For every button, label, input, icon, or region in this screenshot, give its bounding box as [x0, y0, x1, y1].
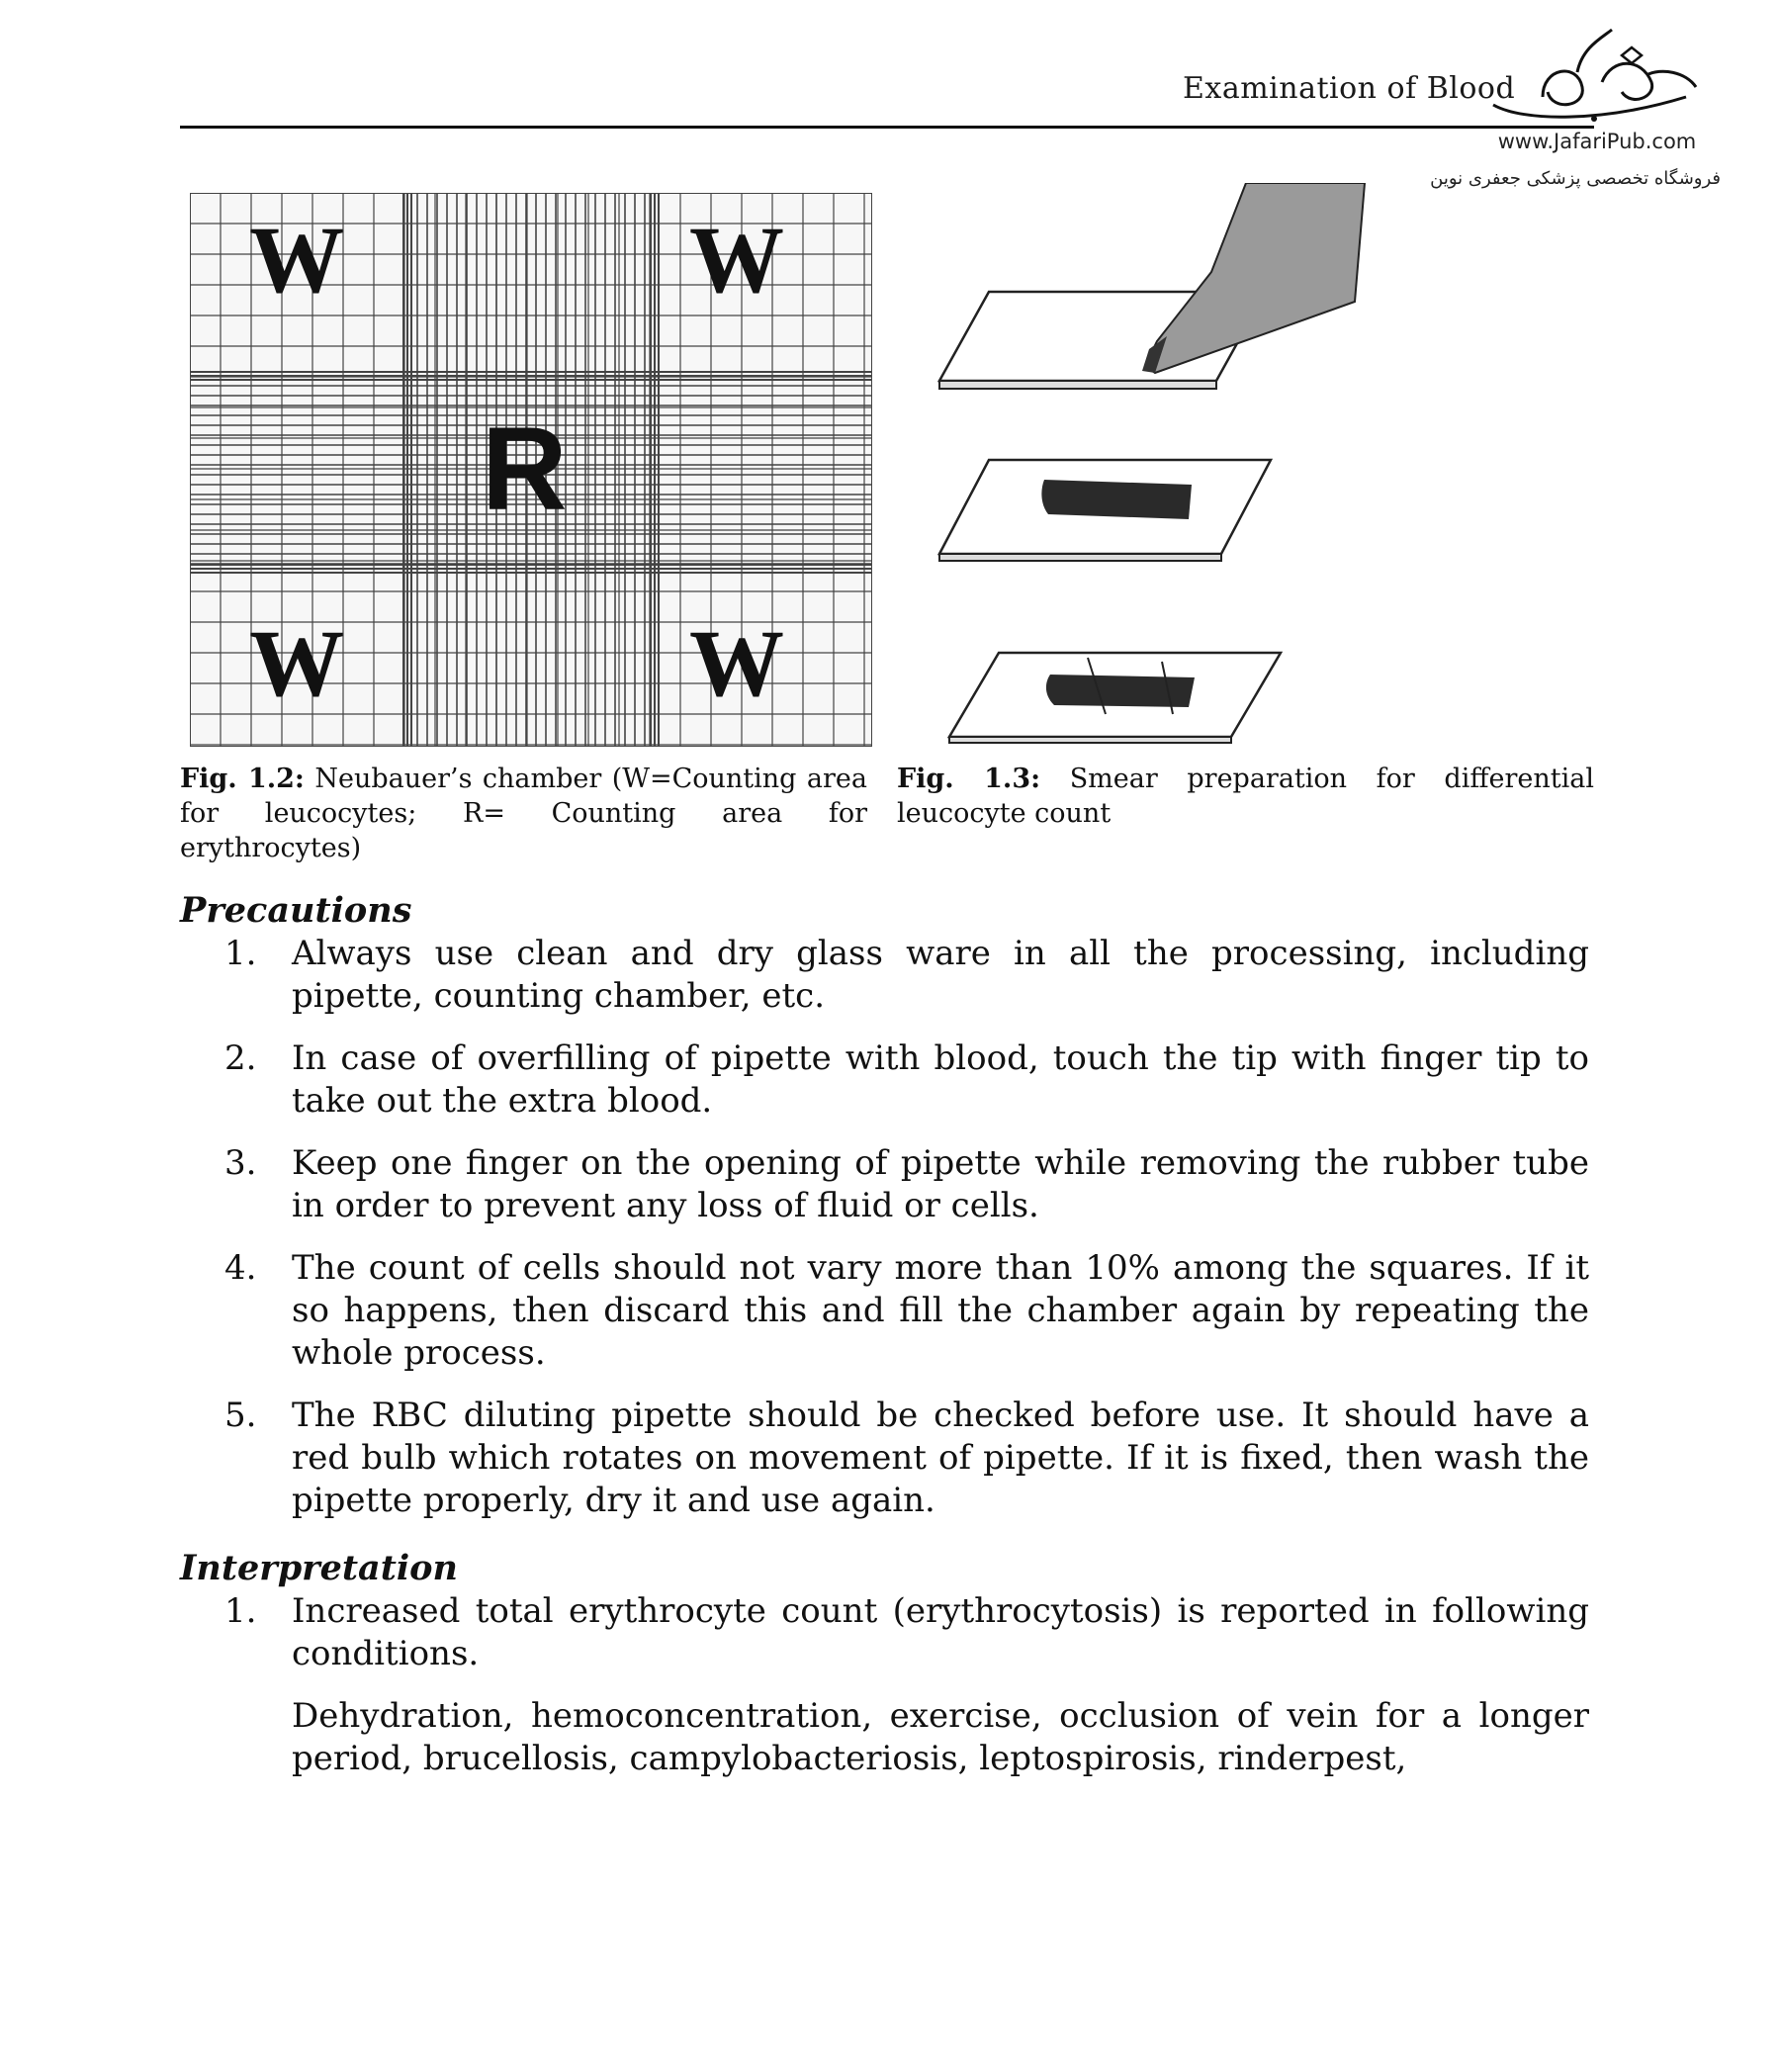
- logo-tagline: فروشگاه تخصصی پزشکی جعفری نوین: [1430, 168, 1721, 189]
- running-header-title: Examination of Blood: [1183, 71, 1516, 106]
- item-text: Keep one finger on the opening of pipette while removing the rubber tube in order to prevent any loss of fluid or cells.: [292, 1143, 1589, 1225]
- list-item: [180, 933, 1589, 1018]
- figure-1-2-caption-text: Neubauer’s chamber (W=Counting area for leucocytes; R= Counting area for erythrocytes): [180, 764, 867, 863]
- item-number: 2.: [224, 1038, 257, 1078]
- figure-1-2-label: Fig. 1.2:: [180, 764, 305, 794]
- item-text: In case of overfilling of pipette with blood, touch the tip with finger tip to take out the extra blood.: [292, 1038, 1589, 1121]
- counting-area-w-bottom-right: W: [689, 610, 784, 716]
- logo-url: www.JafariPub.com: [1497, 130, 1697, 153]
- item-text: Increased total erythrocyte count (erythrocytosis) is reported in following conditions.: [292, 1591, 1589, 1673]
- precautions-list: [180, 933, 1589, 1542]
- publisher-logo: [1483, 28, 1711, 136]
- item-number: 5.: [224, 1396, 257, 1435]
- slide-with-finished-smear: [949, 653, 1281, 743]
- list-item: [180, 1247, 1589, 1375]
- item-number: 3.: [224, 1143, 257, 1183]
- item-text: The RBC diluting pipette should be checked before use. It should have a red bulb which rotates on movement of pipette. If it is fixed, then wash the pipette properly, dry it and use again.: [292, 1396, 1589, 1520]
- item-text: The count of cells should not vary more than 10% among the squares. If it so happens, then discard this and fill the chamber again by repeating the whole process.: [292, 1248, 1589, 1373]
- list-item: [180, 1037, 1589, 1123]
- figure-1-3-caption: [897, 762, 1594, 831]
- item-text: Always use clean and dry glass ware in all the processing, including pipette, counting chamber, etc.: [292, 934, 1589, 1016]
- list-item: [180, 1590, 1589, 1780]
- counting-area-w-top-right: W: [689, 207, 784, 313]
- counting-area-w-top-left: W: [249, 207, 344, 313]
- item-number: 1.: [224, 934, 257, 973]
- item-detail-text: Dehydration, hemoconcentration, exercise, occlusion of vein for a longer period, brucellosis, campylobacteriosis, leptospirosis, rinderpest,: [292, 1696, 1589, 1778]
- item-number: 1.: [224, 1591, 257, 1631]
- figure-1-2-caption: [180, 762, 867, 865]
- header-rule: [180, 126, 1594, 129]
- slide-with-smear: [939, 460, 1271, 561]
- smear-preparation-figure: [930, 183, 1384, 752]
- list-item: [180, 1142, 1589, 1227]
- neubauer-chamber-figure: [190, 193, 872, 747]
- list-item: [180, 1395, 1589, 1522]
- counting-area-r-center: R: [482, 403, 568, 535]
- interpretation-heading: Interpretation: [180, 1548, 458, 1588]
- interpretation-list: [180, 1590, 1589, 1800]
- slides-illustration: [930, 183, 1384, 752]
- precautions-heading: Precautions: [180, 890, 412, 931]
- slide-with-spreader: [939, 183, 1365, 389]
- neubauer-grid: [190, 193, 872, 747]
- item-number: 4.: [224, 1248, 257, 1288]
- counting-area-w-bottom-left: W: [249, 610, 344, 716]
- figure-1-3-label: Fig. 1.3:: [897, 764, 1041, 794]
- figure-1-3-caption-text: Smear preparation for differential leucocyte count: [897, 764, 1594, 829]
